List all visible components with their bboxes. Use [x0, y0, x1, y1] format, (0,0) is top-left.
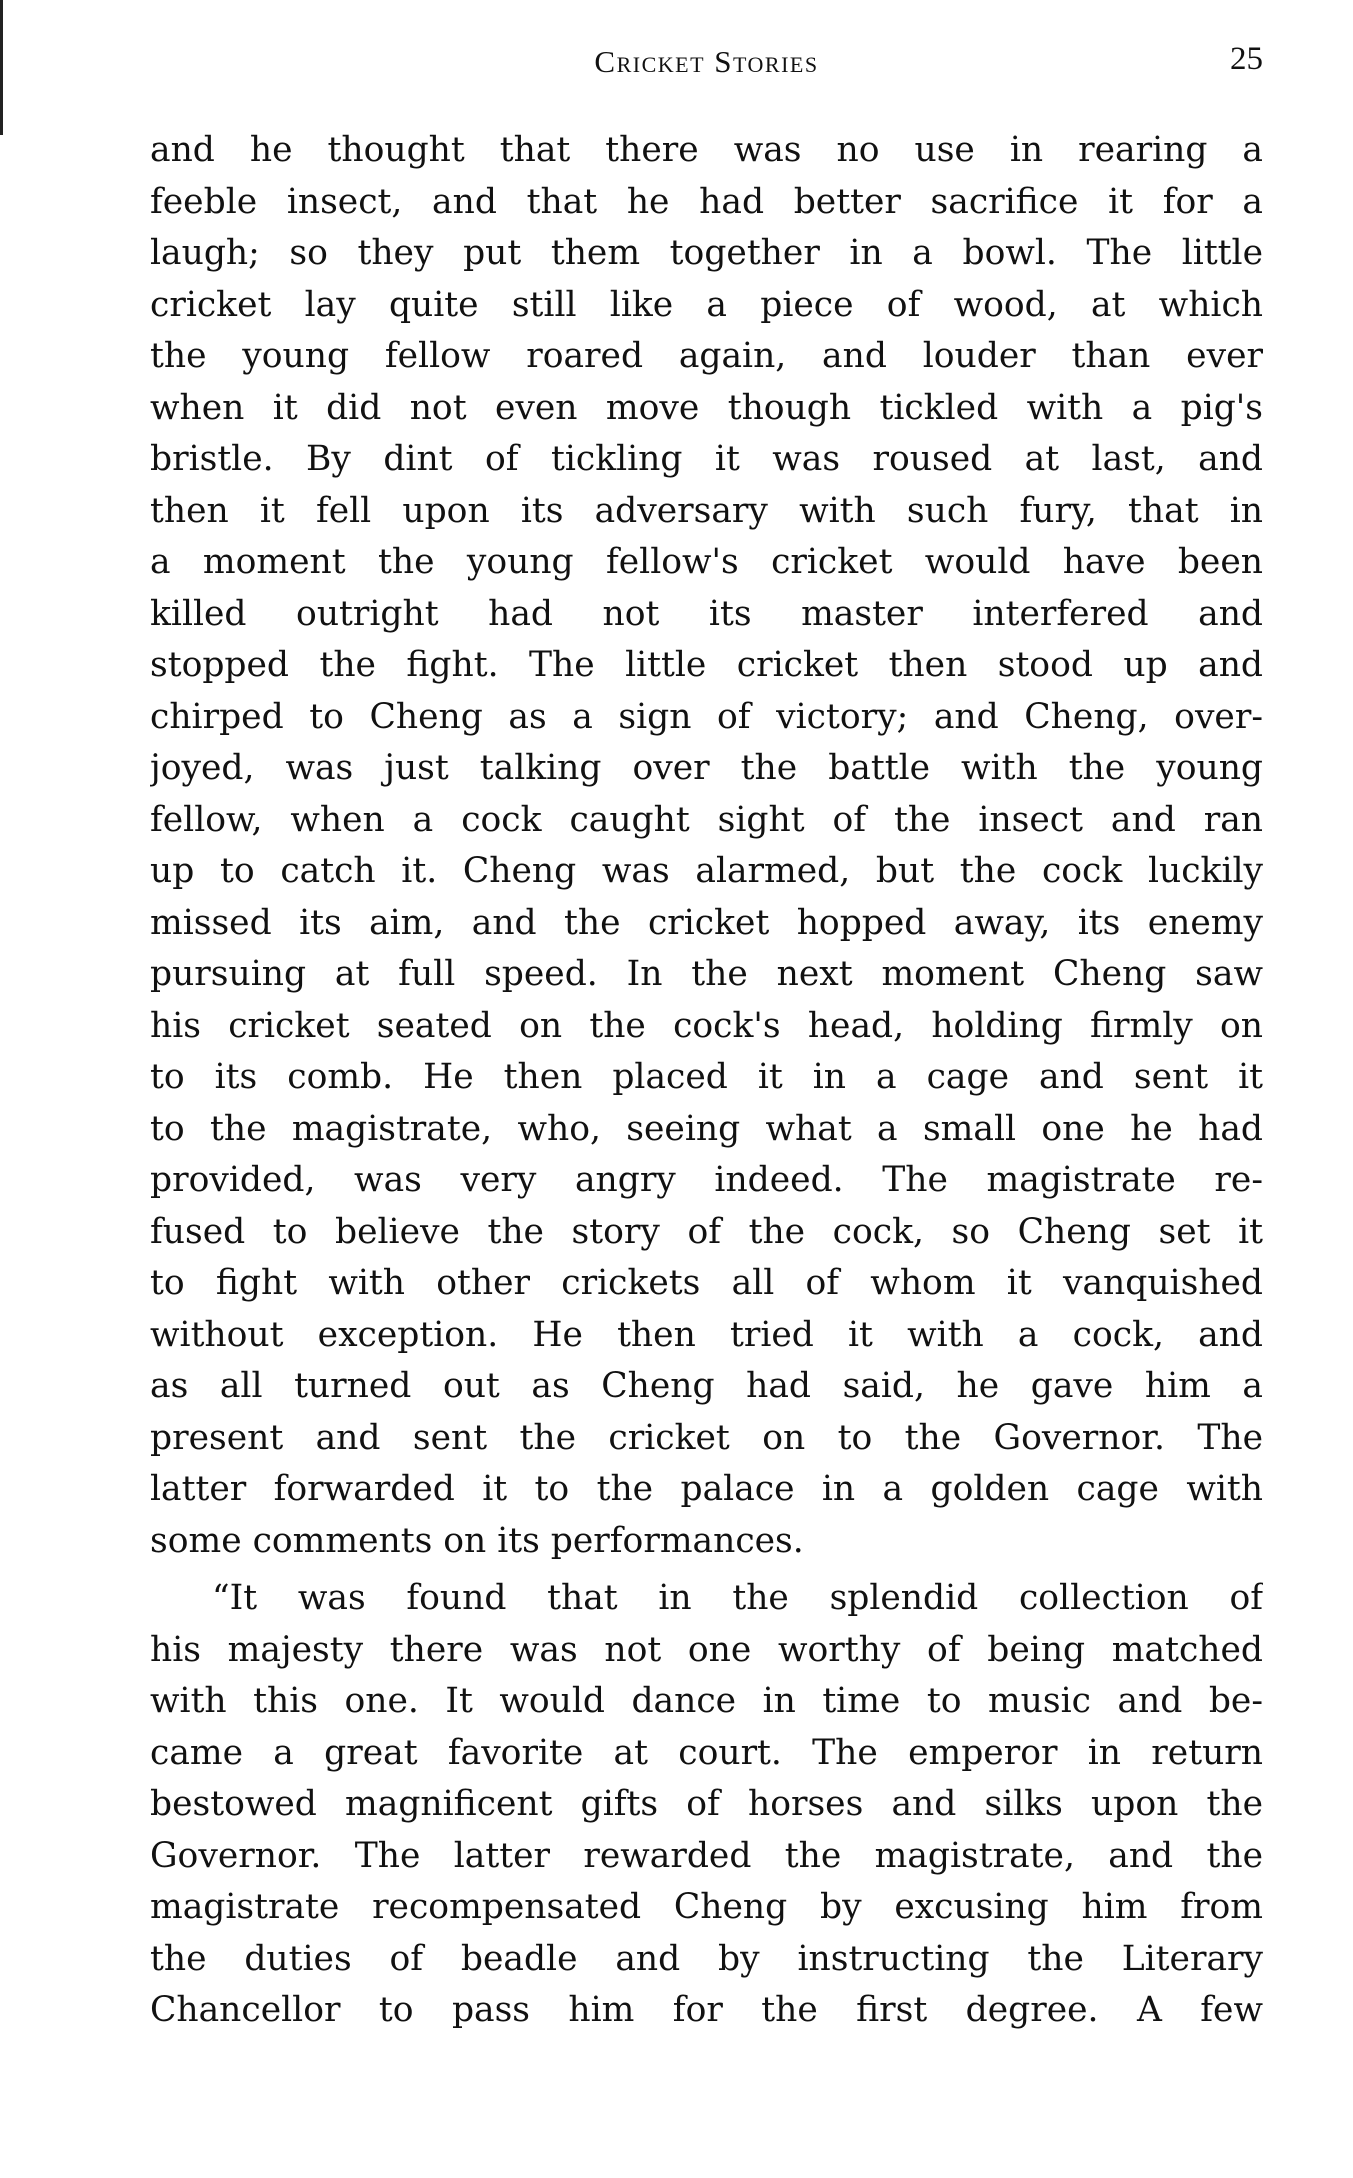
- text-line: his majesty there was not one worthy of being matched: [150, 1629, 1263, 1670]
- text-line: Governor. The latter rewarded the magistrate, and the: [150, 1835, 1263, 1876]
- text-line: bestowed magnificent gifts of horses and silks upon the: [150, 1784, 1263, 1824]
- page-number: 25: [1230, 41, 1263, 77]
- text-line: as all turned out as Cheng had said, he gave him a: [150, 1366, 1263, 1406]
- text-line: to its comb. He then placed it in a cage and sent it: [150, 1057, 1263, 1097]
- text-line: then it fell upon its adversary with such fury, that in: [150, 490, 1263, 531]
- text-line: laugh; so they put them together in a bowl. The little: [150, 233, 1263, 273]
- text-line: and he thought that there was no use in rearing a: [150, 130, 1263, 170]
- paragraph-1: [150, 125, 1263, 1567]
- text-line: Chancellor to pass him for the first degree. A few: [150, 1990, 1263, 2030]
- text-line: chirped to Cheng as a sign of victory; and Cheng, over-: [150, 696, 1263, 737]
- text-line: present and sent the cricket on to the Governor. The: [150, 1417, 1263, 1458]
- text-line: killed outright had not its master interfered and: [150, 593, 1263, 634]
- text-line: some comments on its performances.: [150, 1520, 804, 1561]
- text-line: came a great favorite at court. The emperor in return: [150, 1732, 1263, 1773]
- running-title: Cricket Stories: [594, 44, 819, 79]
- text-line: to the magistrate, who, seeing what a small one he had: [150, 1108, 1263, 1149]
- text-line: feeble insect, and that he had better sacrifice it for a: [150, 181, 1263, 222]
- text-line: up to catch it. Cheng was alarmed, but the cock luckily: [150, 851, 1263, 891]
- text-line: when it did not even move though tickled with a pig's: [150, 387, 1263, 428]
- text-line: latter forwarded it to the palace in a golden cage with: [150, 1469, 1263, 1509]
- text-line: provided, was very angry indeed. The magistrate re-: [150, 1160, 1263, 1200]
- text-line: pursuing at full speed. In the next moment Cheng saw: [150, 954, 1263, 994]
- paragraph-2: [150, 1573, 1263, 2037]
- text-line: “It was found that in the splendid collection of: [212, 1578, 1263, 1618]
- text-line: cricket lay quite still like a piece of wood, at which: [150, 284, 1263, 325]
- text-line: to fight with other crickets all of whom it vanquished: [150, 1263, 1263, 1303]
- body-text: [150, 125, 1263, 2037]
- text-line: the young fellow roared again, and louder than ever: [150, 336, 1263, 376]
- page-edge-shadow: [0, 0, 3, 135]
- text-line: fellow, when a cock caught sight of the insect and ran: [150, 799, 1263, 840]
- text-line: his cricket seated on the cock's head, holding firmly on: [150, 1005, 1263, 1046]
- text-line: with this one. It would dance in time to music and be-: [150, 1681, 1263, 1721]
- text-line: bristle. By dint of tickling it was roused at last, and: [150, 439, 1263, 479]
- text-line: without exception. He then tried it with a cock, and: [150, 1314, 1263, 1355]
- running-header: [150, 41, 1263, 92]
- text-line: the duties of beadle and by instructing the Literary: [150, 1938, 1263, 1979]
- text-line: missed its aim, and the cricket hopped away, its enemy: [150, 902, 1263, 943]
- text-line: joyed, was just talking over the battle with the young: [150, 748, 1263, 788]
- text-line: fused to believe the story of the cock, so Cheng set it: [150, 1211, 1263, 1252]
- text-line: magistrate recompensated Cheng by excusing him from: [150, 1887, 1263, 1927]
- text-line: a moment the young fellow's cricket would have been: [150, 542, 1263, 582]
- text-line: stopped the fight. The little cricket then stood up and: [150, 645, 1263, 685]
